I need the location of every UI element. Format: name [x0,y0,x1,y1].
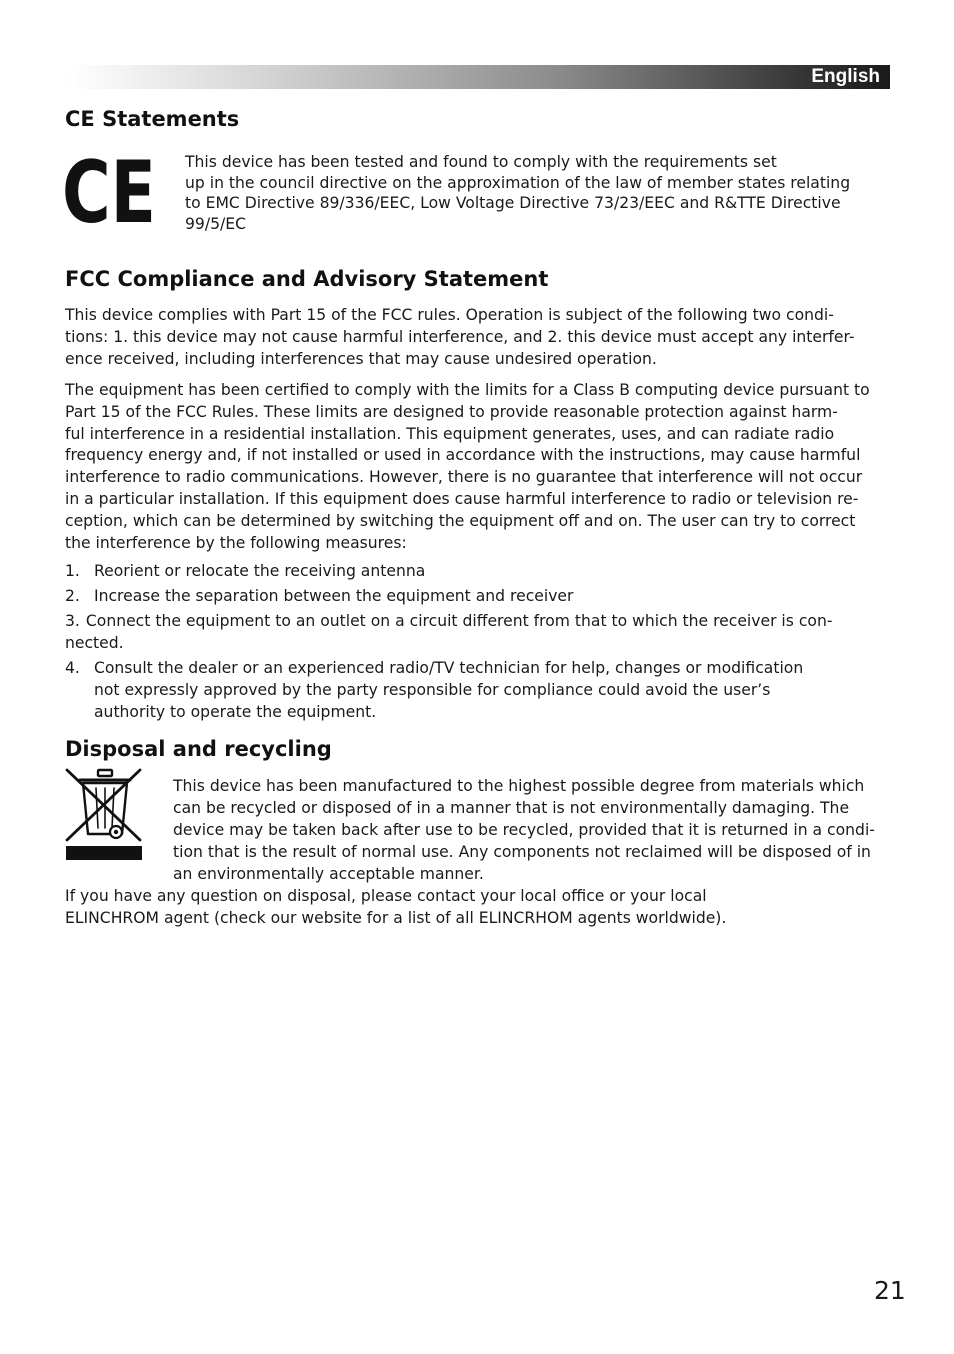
disposal-line: device may be taken back after use to be recycled, provided that it is returned in a condi- [173,821,875,839]
disposal-line: can be recycled or disposed of in a manner that is not environmentally damaging. The [173,799,850,817]
ce-statement-text [185,152,850,235]
list-item [65,610,893,654]
fcc-measures-list [65,560,893,726]
list-text: not expressly approved by the party responsible for compliance could avoid the user’s [94,681,771,699]
list-item [65,560,893,582]
list-text: Increase the separation between the equipment and receiver [94,587,574,605]
disposal-line: tion that is the result of normal use. Any components not reclaimed will be disposed of in [173,843,871,861]
list-number: 1. [65,562,80,580]
language-label: English [811,66,880,87]
crossed-out-wheelie-bin-icon [64,768,144,862]
fcc-p2-line: Part 15 of the FCC Rules. These limits are designed to provide reasonable protection against harm- [65,402,838,421]
ce-heading: CE Statements [65,107,240,131]
fcc-heading: FCC Compliance and Advisory Statement [65,267,549,291]
page-number: 21 [874,1276,906,1305]
list-item [65,657,893,723]
list-text: Connect the equipment to an outlet on a circuit different from that to which the receiver is con- [85,612,833,630]
disposal-contact-text [65,885,726,929]
disposal-heading: Disposal and recycling [65,737,332,761]
ce-line: 99/5/EC [185,215,247,234]
fcc-paragraph-1 [65,304,855,370]
fcc-p2-line: The equipment has been certified to comply with the limits for a Class B computing device pursuant to [65,381,870,399]
disposal-line: an environmentally acceptable manner. [173,865,484,883]
fcc-p1-line: tions: 1. this device may not cause harmful interference, and 2. this device must accept any interfer- [65,328,855,346]
fcc-p2-line: in a particular installation. If this equipment does cause harmful interference to radio or television re- [65,489,859,508]
list-number: 3. [65,612,80,630]
list-number: 2. [65,587,80,605]
ce-line: to EMC Directive 89/336/EEC, Low Voltage Directive 73/23/EEC and R&TTE Directive [185,194,841,213]
list-text: authority to operate the equipment. [94,703,377,721]
list-text: nected. [65,634,124,652]
disposal-contact-line: ELINCHROM agent (check our website for a list of all ELINCRHOM agents worldwide). [65,909,727,927]
fcc-p2-line: ful interference in a residential installation. This equipment generates, uses, and can radiate radio [65,424,835,443]
disposal-contact-line: If you have any question on disposal, please contact your local office or your local [65,887,707,905]
disposal-line: This device has been manufactured to the highest possible degree from materials which [173,777,865,795]
list-number: 4. [65,659,80,677]
ce-line: up in the council directive on the approximation of the law of member states relating [185,173,851,192]
list-text: Reorient or relocate the receiving antenna [94,562,426,580]
list-text: Consult the dealer or an experienced radio/TV technician for help, changes or modification [94,659,804,677]
fcc-p2-line: ception, which can be determined by switching the equipment off and on. The user can try to correct [65,511,856,530]
fcc-p1-line: This device complies with Part 15 of the FCC rules. Operation is subject of the following two condi- [65,306,834,324]
ce-mark-icon [62,143,156,243]
ce-line: This device has been tested and found to comply with the requirements set [185,153,777,171]
list-item [65,585,893,607]
svg-text:CE: CE [62,143,156,243]
fcc-paragraph-2 [65,380,870,554]
language-header-bar [68,65,890,89]
disposal-text [173,775,875,885]
fcc-p2-line: frequency energy and, if not installed or used in accordance with the instructions, may cause harmful [65,446,861,465]
fcc-p2-line: the interference by the following measures: [65,533,407,552]
fcc-p2-line: interference to radio communications. However, there is no guarantee that interference will not occur [65,468,863,487]
fcc-p1-line: ence received, including interferences that may cause undesired operation. [65,350,657,368]
